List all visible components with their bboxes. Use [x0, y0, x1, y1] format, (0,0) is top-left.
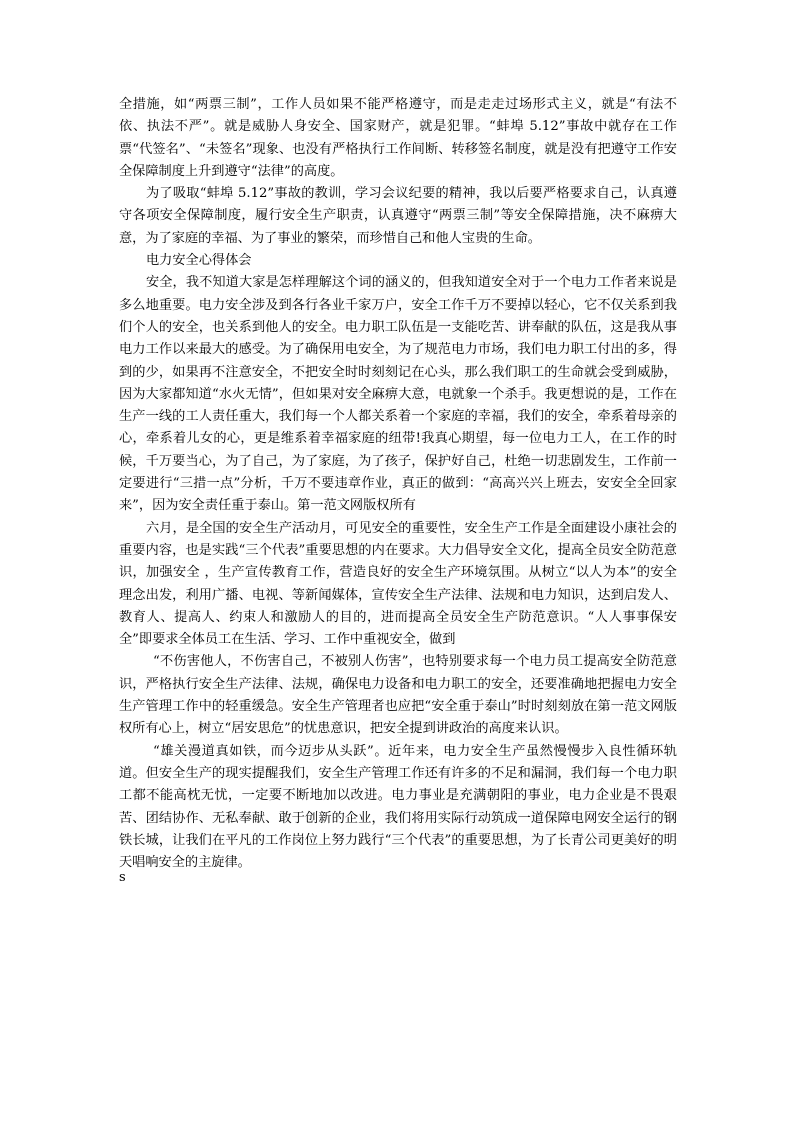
paragraph-safety-month: 六月，是全国的安全生产活动月，可见安全的重要性，安全生产工作是全面建设小康社会的重要内容，也是实践“三个代表”重要思想的内在要求。大力倡导安全文化，提高全员安全防范意识，加强安全 ，生产宣传教育工作，营造良好的安全生产环境氛围。从树立“以人为本”的安全理念出发，利用广播、电视、等新闻媒体，宣传安全生产法律、法规和电力知识，达到启发人、教育人、提高人、约束人和激励人的目的，进而提高全员安全生产防范意识。“人人事事保安全”即要求全体员工在生活、学习、工作中重视安全，做到: [119, 520, 677, 648]
paragraph-safety-meaning: 安全，我不知道大家是怎样理解这个词的涵义的，但我知道安全对于一个电力工作者来说是多么地重要。电力安全涉及到各行各业千家万户，安全工作千万不要掉以轻心，它不仅关系到我们个人的安全，也关系到他人的安全。电力职工队伍是一支能吃苦、讲奉献的队伍，这是我从事电力工作以来最大的感受。为了确保用电安全，为了规范电力市场，我们电力职工付出的多，得到的少，如果再不注意安全，不把安全时时刻刻记在心头，那么我们职工的生命就会受到威胁，因为大家都知道“水火无情”，但如果对安全麻痹大意，电就象一个杀手。我更想说的是，工作在生产一线的工人责任重大，我们每一个人都关系着一个家庭的幸福，我们的安全，牵系着母亲的心，牵系着儿女的心，更是维系着幸福家庭的纽带!我真心期望，每一位电力工人，在工作的时候，千万要当心，为了自己，为了家庭，为了孩子，保护好自己，杜绝一切悲剧发生，工作前一定要进行“三措一点”分析，千万不要违章作业，真正的做到：“高高兴兴上班去，安安全全回家来”，因为安全责任重于泰山。第一范文网版权所有: [119, 275, 677, 514]
trailing-mark: s: [119, 870, 126, 885]
document-body: [119, 94, 677, 874]
paragraph-closing: “雄关漫道真如铁，而今迈步从头跃”。近年来，电力安全生产虽然慢慢步入良性循环轨道。但安全生产的现实提醒我们，安全生产管理工作还有许多的不足和漏洞，我们每一个电力职工都不能高枕无忧，一定要不断地加以改进。电力事业是充满朝阳的事业，电力企业是不畏艰苦、团结协作、无私奉献、敢于创新的企业，我们将用实际行动筑成一道保障电网安全运行的钢铁长城，让我们在平凡的工作岗位上努力践行“三个代表”的重要思想，为了长青公司更美好的明天唱响安全的主旋律。: [119, 743, 677, 871]
section-heading: 电力安全心得体会: [146, 253, 252, 269]
paragraph-safety-measures: 全措施，如“两票三制”，工作人员如果不能严格遵守，而是走走过场形式主义，就是“有法不依、执法不严”。就是威胁人身安全、国家财产，就是犯罪。“蚌埠 5.12”事故中就存在工作票“代签名”、“未签名”现象、也没有严格执行工作间断、转移签名制度，就是没有把遵守工作安全保障制度上升到遵守“法律”的高度。: [119, 97, 677, 179]
paragraph-lesson: 为了吸取“蚌埠 5.12”事故的教训，学习会议纪要的精神，我以后要严格要求自己，认真遵守各项安全保障制度，履行安全生产职责，认真遵守“两票三制”等安全保障措施，决不麻痹大意，为了家庭的幸福、为了事业的繁荣，而珍惜自己和他人宝贵的生命。: [119, 186, 677, 246]
paragraph-three-no-harm: “不伤害他人，不伤害自己，不被别人伤害”，也特别要求每一个电力员工提高安全防范意识，严格执行安全生产法律、法规，确保电力设备和电力职工的安全，还要准确地把握电力安全生产管理工作中的轻重缓急。安全生产管理者也应把“安全重于泰山”时时刻刻放在第一范文网版权所有心上，树立“居安思危”的忧患意识，把安全提到讲政治的高度来认识。: [119, 654, 677, 737]
